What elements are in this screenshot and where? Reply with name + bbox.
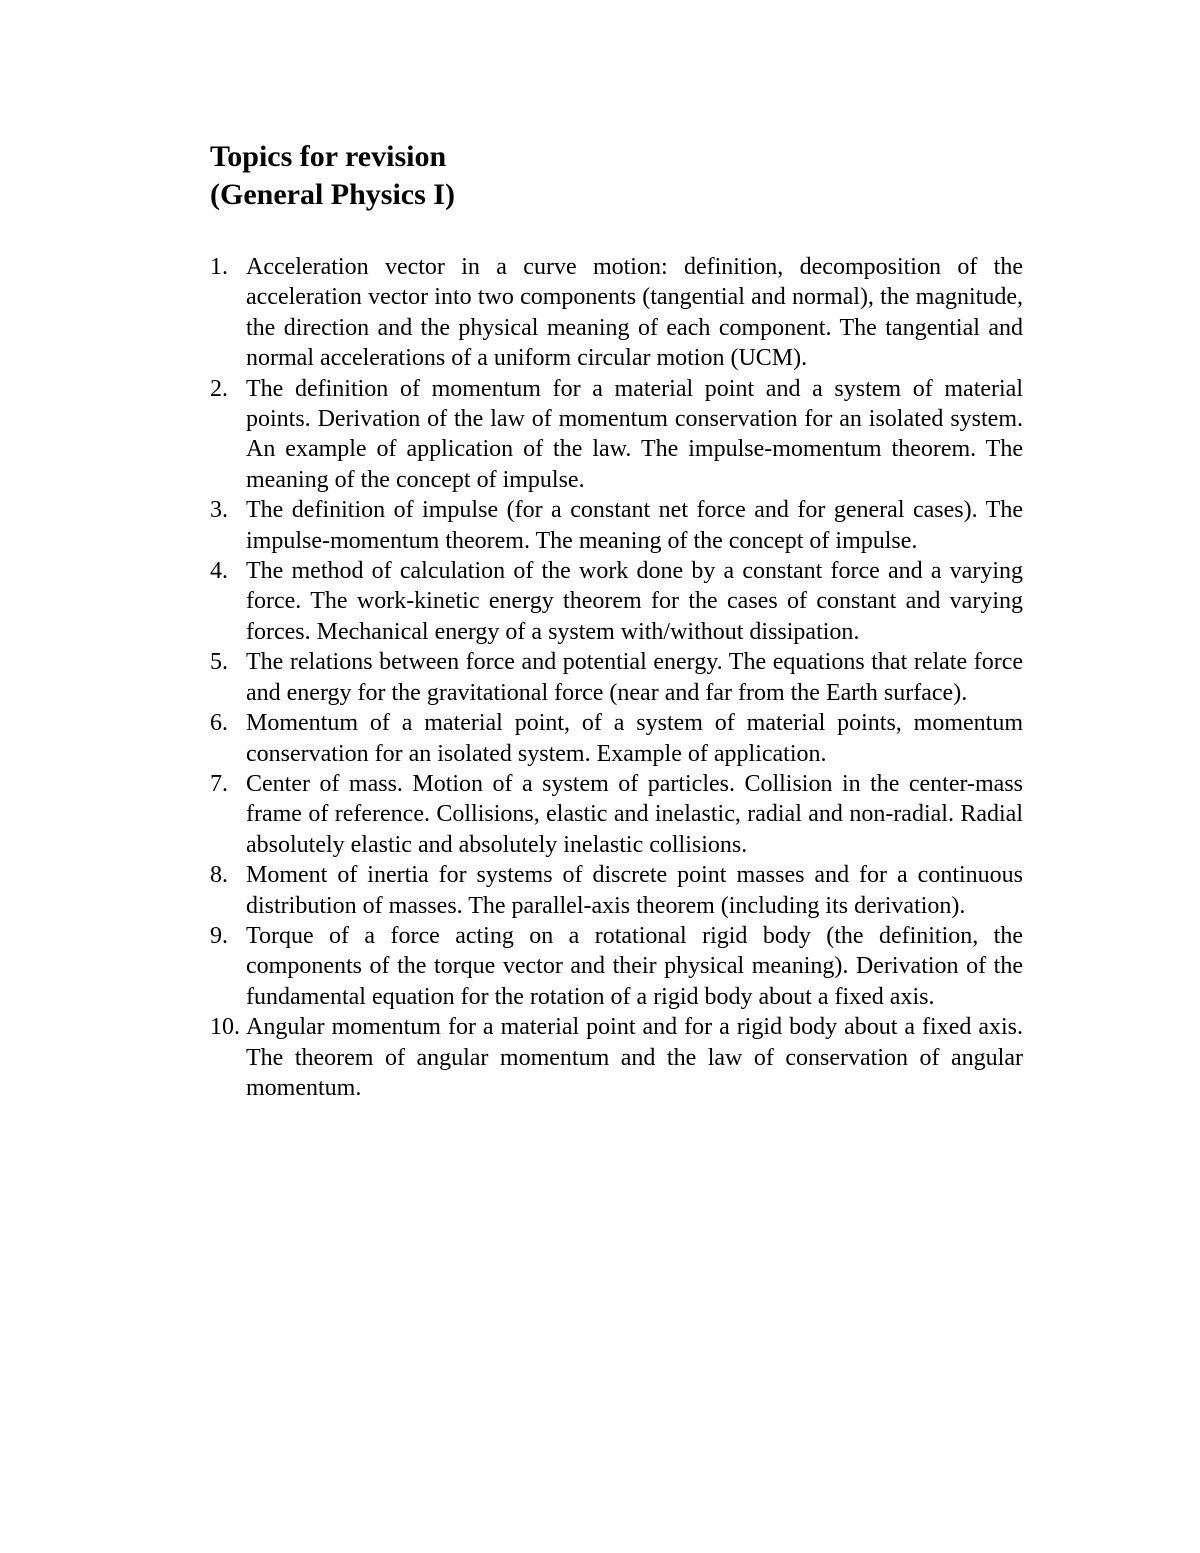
list-item bbox=[210, 921, 1023, 1012]
list-item-number: 10. bbox=[210, 1014, 240, 1041]
list-item-text: Acceleration vector in a curve motion: definition, decomposition of the acceleration vector into two components (tangential and normal), the magnitude, the direction and the physical meaning of each component. The tangential and normal accelerations of a uniform circular motion (UCM). bbox=[246, 254, 1023, 372]
list-item bbox=[210, 1012, 1023, 1103]
list-item-number: 4. bbox=[210, 558, 228, 585]
list-item-text: Torque of a force acting on a rotational rigid body (the definition, the components of the torque vector and their physical meaning). Derivation of the fundamental equation for the rotation of a rigid body about a fixed axis. bbox=[246, 922, 1023, 1010]
list-item-text: Angular momentum for a material point and for a rigid body about a fixed axis. The theorem of angular momentum and the law of conservation of angular momentum. bbox=[246, 1014, 1023, 1101]
list-item-text: The definition of impulse (for a constant net force and for general cases). The impulse-momentum theorem. The meaning of the concept of impulse. bbox=[246, 497, 1023, 554]
list-item-number: 2. bbox=[210, 375, 228, 402]
list-item-number: 1. bbox=[210, 254, 228, 280]
list-item-text: The method of calculation of the work done by a constant force and a varying force. The work-kinetic energy theorem for the cases of constant and varying forces. Mechanical energy of a system with/without dissipation. bbox=[246, 558, 1023, 645]
list-item-text: Momentum of a material point, of a system of material points, momentum conservation for an isolated system. Example of application. bbox=[246, 710, 1023, 767]
list-item-text: Moment of inertia for systems of discrete point masses and for a continuous distribution of masses. The parallel-axis theorem (including its derivation). bbox=[246, 862, 1023, 919]
list-item-text: The definition of momentum for a material point and a system of material points. Derivation of the law of momentum conservation for an isolated system. An example of application of the law. The impulse-momentum theorem. The meaning of the concept of impulse. bbox=[246, 375, 1023, 493]
list-item-number: 9. bbox=[210, 922, 228, 949]
list-item bbox=[210, 708, 1023, 769]
title-block bbox=[210, 138, 910, 214]
page-title: Topics for revision bbox=[210, 140, 447, 173]
list-item bbox=[210, 647, 1023, 708]
list-item-number: 8. bbox=[210, 862, 228, 889]
list-item-number: 3. bbox=[210, 497, 228, 524]
list-item-number: 7. bbox=[210, 770, 228, 797]
list-item bbox=[210, 252, 1023, 374]
list-item-number: 5. bbox=[210, 649, 228, 676]
topic-list bbox=[210, 252, 1023, 1103]
list-item-text: The relations between force and potential energy. The equations that relate force and energy for the gravitational force (near and far from the Earth surface). bbox=[246, 649, 1023, 706]
page-subtitle: (General Physics I) bbox=[210, 178, 455, 211]
list-item bbox=[210, 495, 1023, 556]
list-item bbox=[210, 556, 1023, 647]
list-item-number: 6. bbox=[210, 710, 228, 737]
list-item bbox=[210, 769, 1023, 860]
list-item-text: Center of mass. Motion of a system of particles. Collision in the center-mass frame of reference. Collisions, elastic and inelastic, radial and non-radial. Radial absolutely elastic and absolutely inelastic collisions. bbox=[246, 770, 1023, 858]
list-item bbox=[210, 860, 1023, 921]
list-item bbox=[210, 374, 1023, 496]
